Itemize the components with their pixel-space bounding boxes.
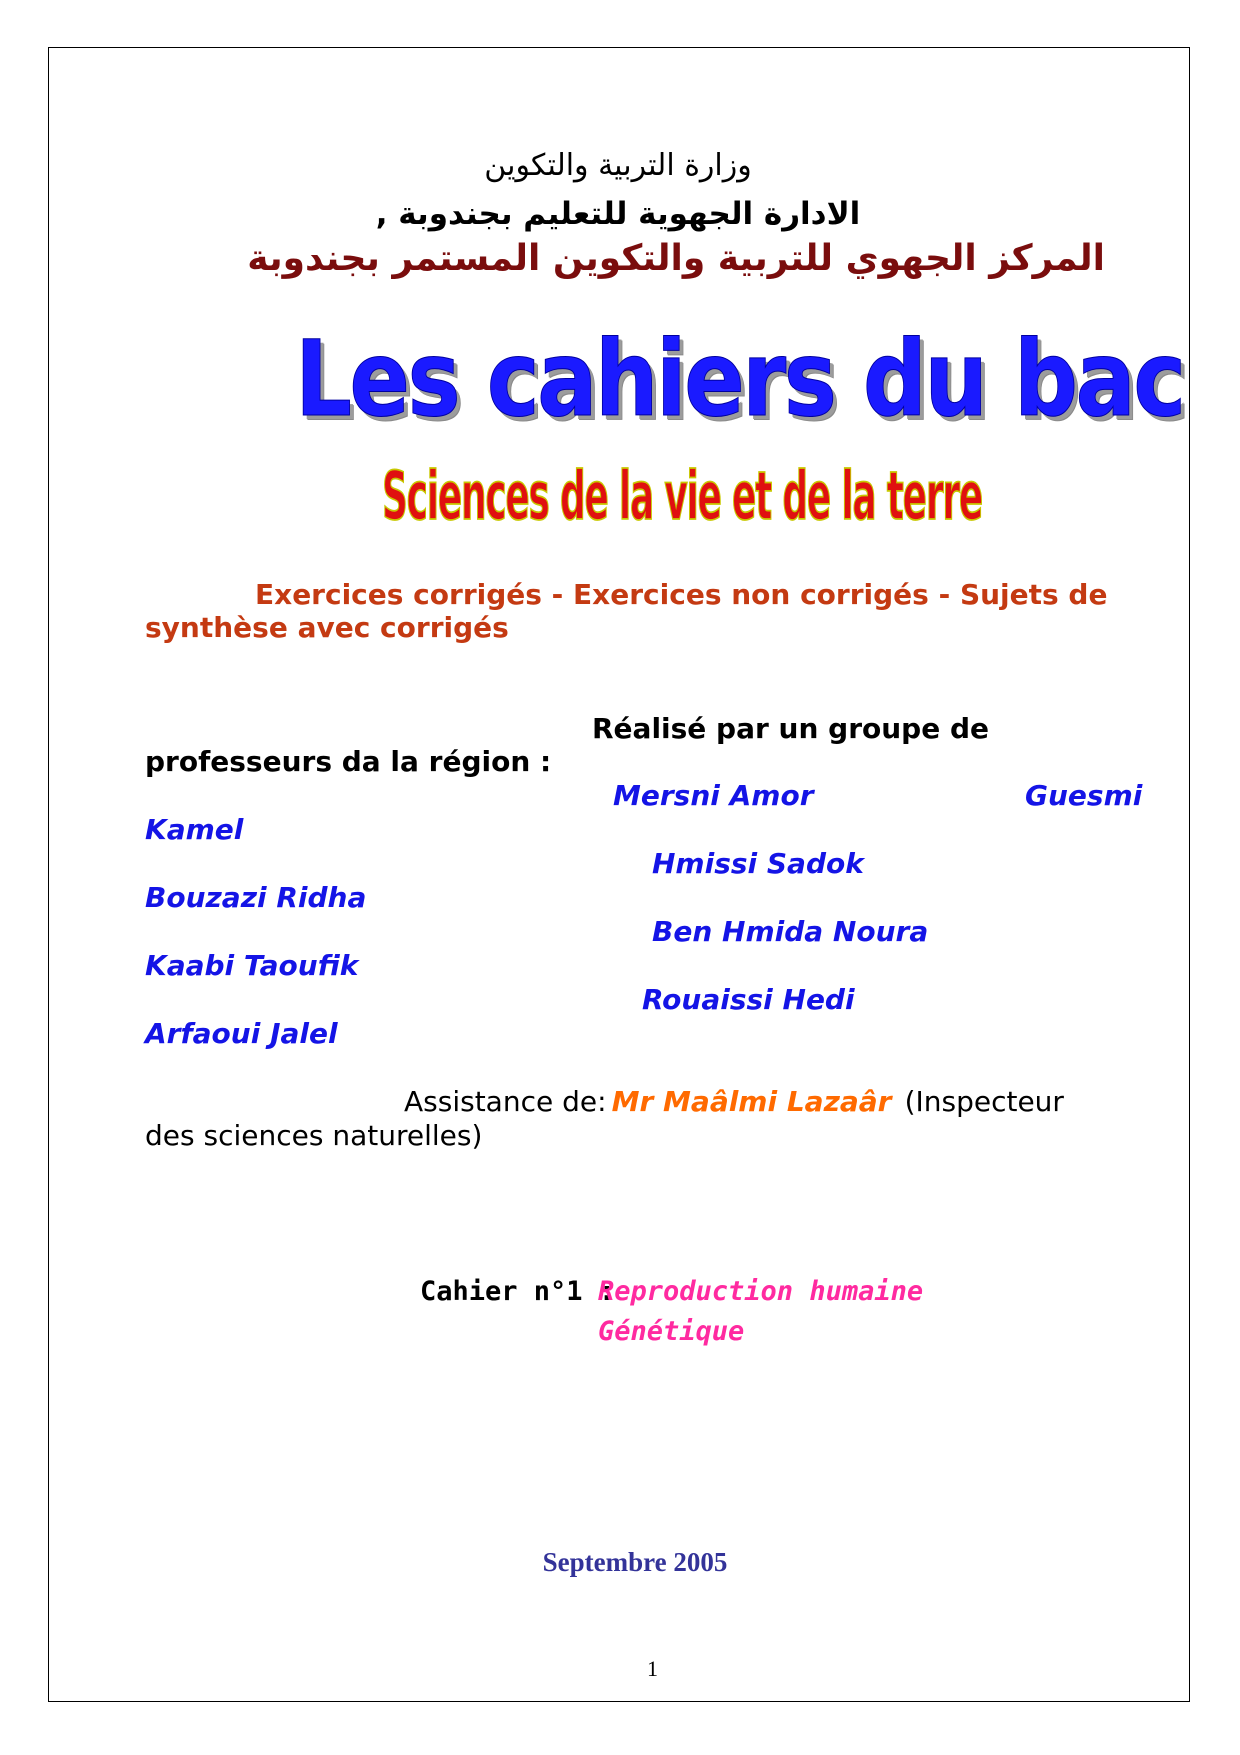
- author-name: Mersni Amor: [613, 779, 814, 812]
- assistance-role-continued: des sciences naturelles): [145, 1119, 483, 1152]
- author-name: Ben Hmida Noura: [652, 915, 929, 948]
- ministry-heading: وزارة التربية والتكوين: [484, 148, 752, 183]
- authors-intro-line2: professeurs da la région :: [145, 745, 552, 778]
- cahier-topic: Génétique: [598, 1316, 745, 1347]
- document-subtitle: Sciences de la vie et de la terre: [382, 457, 982, 536]
- author-name: Rouaissi Hedi: [642, 983, 855, 1016]
- page-number: 1: [647, 1656, 658, 1681]
- description-line1: Exercices corrigés - Exercices non corrigés - Sujets de: [255, 578, 1108, 611]
- assistance-label: Assistance de:: [404, 1085, 607, 1118]
- authors-intro-line1: Réalisé par un groupe de: [592, 712, 989, 745]
- description-line2: synthèse avec corrigés: [145, 611, 509, 644]
- author-name: Guesmi: [1025, 779, 1143, 812]
- author-name: Kaabi Taoufik: [145, 949, 359, 982]
- author-name: Arfaoui Jalel: [145, 1017, 338, 1050]
- author-name: Kamel: [145, 813, 244, 846]
- regional-center-heading: المركز الجهوي للتربية والتكوين المستمر بجندوبة: [247, 238, 1105, 279]
- assistance-line: [404, 1085, 1064, 1118]
- assistance-name: Mr Maâlmi Lazaâr: [611, 1085, 892, 1118]
- author-name: Hmissi Sadok: [652, 847, 864, 880]
- cahier-label: Cahier n°1 :: [420, 1276, 616, 1307]
- publication-date: Septembre 2005: [542, 1547, 728, 1577]
- author-name: Bouzazi Ridha: [145, 881, 367, 914]
- page-border: [48, 47, 1190, 1702]
- assistance-role: (Inspecteur: [904, 1085, 1064, 1118]
- cahier-topic: Reproduction humaine: [598, 1276, 924, 1307]
- description: [145, 578, 1145, 644]
- regional-direction-heading: الادارة الجهوية للتعليم بجندوبة ,: [375, 196, 861, 232]
- document-title: Les cahiers du bac: [295, 318, 1184, 440]
